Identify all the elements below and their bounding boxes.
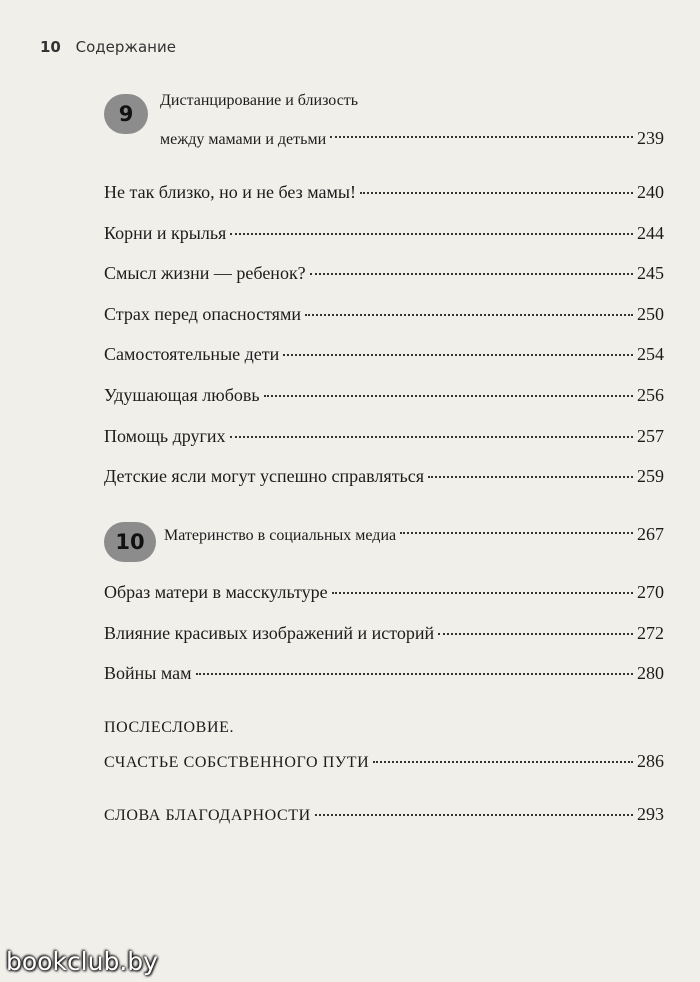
leader-dots: [400, 532, 633, 534]
toc-entry: Корни и крылья 244: [104, 223, 664, 243]
toc-entry: Помощь других 257: [104, 426, 664, 446]
chapter-page-number: 239: [637, 128, 664, 148]
chapter-number-badge: 10: [104, 522, 156, 562]
chapter-9-title-line1: Дистанцирование и близость: [160, 92, 359, 109]
toc-entry: Самостоятельные дети 254: [104, 344, 664, 364]
toc-entry: Войны мам 280: [104, 663, 664, 683]
chapter-number-badge: 9: [104, 94, 148, 134]
chapter-9-title-line2: между мамами и детьми 239: [160, 128, 664, 148]
site-watermark: bookclub.by: [6, 947, 158, 976]
toc-entry: Страх перед опасностями 250: [104, 304, 664, 324]
toc-entry: Влияние красивых изображений и историй 272: [104, 623, 664, 643]
toc-entry: Смысл жизни — ребенок? 245: [104, 263, 664, 283]
toc-entry-acknowledgements: СЛОВА БЛАГОДАРНОСТИ 293: [104, 804, 664, 824]
chapter-10-title: Материнство в социальных медиа 267: [164, 524, 664, 544]
toc-entry-afterword: СЧАСТЬЕ СОБСТВЕННОГО ПУТИ 286: [104, 751, 664, 771]
running-header: [40, 38, 176, 56]
afterword-title-line1: ПОСЛЕСЛОВИЕ.: [104, 719, 235, 736]
toc-entry: Удушающая любовь 256: [104, 385, 664, 405]
toc-entry: Не так близко, но и не без мамы! 240: [104, 182, 664, 202]
running-title: Содержание: [75, 38, 176, 56]
page-number: 10: [40, 38, 61, 56]
toc-entry: Образ матери в масскультуре 270: [104, 582, 664, 602]
leader-dots: [330, 136, 633, 138]
chapter-page-number: 267: [637, 524, 664, 544]
toc-entry: Детские ясли могут успешно справляться 259: [104, 466, 664, 486]
